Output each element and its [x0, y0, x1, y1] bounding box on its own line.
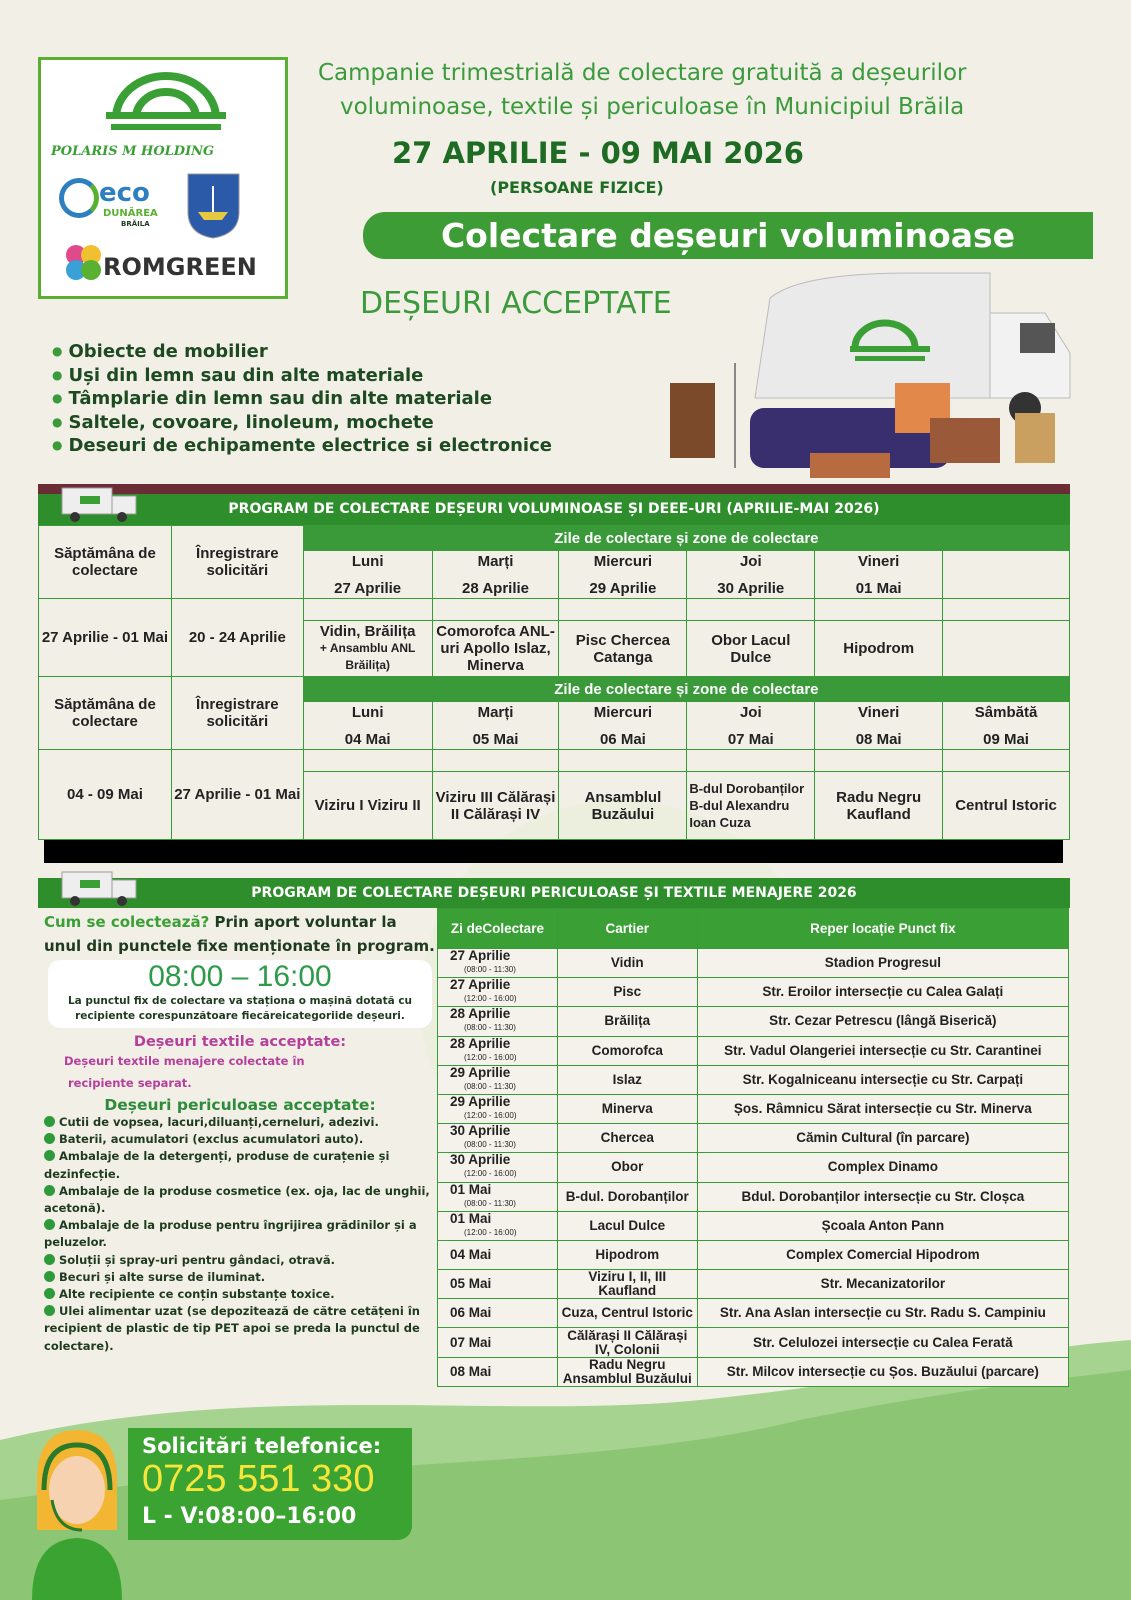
area-cell: Lacul Dulce: [557, 1211, 697, 1240]
area-cell: Minerva: [557, 1094, 697, 1123]
date-cell: 08 Mai: [438, 1357, 558, 1386]
area-cell: Brăilița: [557, 1007, 697, 1036]
col-registration-header: Înregistrare solicitări: [171, 677, 303, 750]
list-item: ● Saltele, covoare, linoleum, mochete: [52, 411, 552, 435]
list-item: ● Uși din lemn sau din alte materiale: [52, 364, 552, 388]
location-cell: Str. Ana Aslan intersecție cu Str. Radu S. Campiniu: [697, 1299, 1068, 1328]
date-cell: 28 Aprilie (12:00 - 16:00): [438, 1036, 558, 1065]
hazardous-schedule-table: [437, 908, 1069, 1387]
zone-cell: [943, 621, 1070, 677]
date-cell: 04 Mai: [438, 1240, 558, 1269]
day-cell: Vineri 01 Mai: [815, 551, 943, 599]
braila-coat-of-arms-icon: [186, 172, 241, 240]
eco-logo-text: eco: [99, 178, 150, 208]
table-row: [438, 1065, 1069, 1094]
accepted-waste-title: DEȘEURI ACCEPTATE: [360, 286, 672, 321]
bulky-waste-banner: Colectare deșeuri voluminoase: [363, 212, 1093, 259]
romgreen-logo-icon: [61, 240, 106, 285]
date-cell: 07 Mai: [438, 1328, 558, 1357]
eco-logo-sub: DUNĂREA: [103, 208, 158, 219]
campaign-title-line1: Campanie trimestrială de colectare gratuită a deșeurilor: [318, 60, 967, 86]
list-item: ● Obiecte de mobilier: [52, 340, 552, 364]
eco-logo-icon: [59, 178, 99, 218]
hazardous-list: [44, 1114, 436, 1355]
hours-box: [48, 960, 432, 1028]
partner-logos: [38, 57, 288, 299]
accepted-bulky-list: [52, 340, 552, 458]
col-week-header: Săptămâna de colectare: [39, 677, 172, 750]
day-cell: Miercuri 29 Aprilie: [559, 551, 687, 599]
table-row: [438, 1094, 1069, 1123]
romgreen-logo-text: ROMGREEN: [103, 253, 257, 281]
call-center-operator-icon: [22, 1420, 132, 1600]
truck-icon: [60, 868, 140, 908]
date-cell: 28 Aprilie (08:00 - 11:30): [438, 1007, 558, 1036]
phone-contact-box: [128, 1428, 412, 1540]
date-cell: 27 Aprilie (08:00 - 11:30): [438, 949, 558, 978]
location-cell: Str. Kogalniceanu intersecție cu Str. Carpați: [697, 1065, 1068, 1094]
date-cell: 06 Mai: [438, 1299, 558, 1328]
bulky-schedule-table: [38, 525, 1070, 840]
day-cell: [943, 551, 1070, 599]
zone-cell: Centrul Istoric: [943, 772, 1070, 840]
location-cell: Șos. Râmnicu Sărat intersecție cu Str. Minerva: [697, 1094, 1068, 1123]
phone-hours: L - V:08:00–16:00: [142, 1504, 357, 1529]
area-cell: Radu Negru Ansamblul Buzăului: [557, 1357, 697, 1386]
table-row: [438, 1357, 1069, 1386]
zone-cell: Viziru III Călărași II Călărași IV: [432, 772, 559, 840]
table-row: [438, 1240, 1069, 1269]
zone-cell: B-dul Dorobanților B-dul Alexandru Ioan Cuza: [687, 772, 815, 840]
col-week-header: Săptămâna de colectare: [39, 526, 172, 599]
bulky-program-header: [38, 494, 1070, 525]
zone-cell: Hipodrom: [815, 621, 943, 677]
date-cell: 30 Aprilie (12:00 - 16:00): [438, 1153, 558, 1182]
date-cell: 30 Aprilie (08:00 - 11:30): [438, 1124, 558, 1153]
textile-line: recipiente separat.: [68, 1076, 192, 1090]
campaign-title-line2: voluminoase, textile și periculoase în Municipiul Brăila: [340, 94, 965, 120]
list-item: ● Deseuri de echipamente electrice si electronice: [52, 434, 552, 458]
phone-label: Solicitări telefonice:: [142, 1434, 382, 1458]
area-cell: Islaz: [557, 1065, 697, 1094]
date-cell: 27 Aprilie (12:00 - 16:00): [438, 978, 558, 1007]
day-cell: Sâmbătă 09 Mai: [943, 702, 1070, 750]
zone-cell: Comorofca ANL-uri Apollo Islaz, Minerva: [432, 621, 559, 677]
list-item: Becuri și alte surse de iluminat.: [44, 1269, 436, 1286]
location-cell: Str. Vadul Olangeriei intersecție cu Str. Carantinei: [697, 1036, 1068, 1065]
location-cell: Stadion Progresul: [697, 949, 1068, 978]
table-row: [438, 1036, 1069, 1065]
location-cell: Str. Cezar Petrescu (lângă Biserică): [697, 1007, 1068, 1036]
date-cell: 29 Aprilie (08:00 - 11:30): [438, 1065, 558, 1094]
day-cell: Luni 27 Aprilie: [303, 551, 432, 599]
truck-icon: [60, 484, 140, 524]
date-cell: 01 Mai (08:00 - 11:30): [438, 1182, 558, 1211]
day-cell: Luni 04 Mai: [303, 702, 432, 750]
week-cell: 04 - 09 Mai: [39, 750, 172, 840]
area-cell: Hipodrom: [557, 1240, 697, 1269]
location-cell: Cămin Cultural (în parcare): [697, 1124, 1068, 1153]
zone-cell: Pisc Chercea Catanga: [559, 621, 687, 677]
col-location-header: Reper locație Punct fix: [697, 909, 1068, 949]
campaign-dates: 27 APRILIE - 09 MAI 2026: [392, 136, 804, 170]
day-cell: Marți 05 Mai: [432, 702, 559, 750]
date-cell: 05 Mai: [438, 1270, 558, 1299]
textile-title: Deșeuri textile acceptate:: [133, 1034, 347, 1050]
area-cell: Obor: [557, 1153, 697, 1182]
zones-header: Zile de colectare și zone de colectare: [303, 526, 1069, 551]
area-cell: Cuza, Centrul Istoric: [557, 1299, 697, 1328]
table-row: [438, 1153, 1069, 1182]
how-collected: Cum se colectează? Prin aport voluntar la unul din punctele fixe menționate în program.: [44, 913, 435, 955]
area-cell: Viziru I, II, III Kaufland: [557, 1270, 697, 1299]
hazardous-program-header: [38, 878, 1070, 908]
polaris-logo-text: POLARIS M HOLDING: [51, 144, 215, 159]
location-cell: Str. Mecanizatorilor: [697, 1270, 1068, 1299]
date-cell: 01 Mai (12:00 - 16:00): [438, 1211, 558, 1240]
list-item: Ambalaje de la produse cosmetice (ex. oja, lac de unghii, acetonă).: [44, 1183, 430, 1216]
registration-cell: 27 Aprilie - 01 Mai: [171, 750, 303, 840]
table-row: [438, 1124, 1069, 1153]
table-row: [438, 1211, 1069, 1240]
zone-cell: Obor Lacul Dulce: [687, 621, 815, 677]
zone-cell: Viziru I Viziru II: [303, 772, 432, 840]
list-item: ● Tâmplarie din lemn sau din alte materiale: [52, 387, 552, 411]
bulky-program-title: PROGRAM DE COLECTARE DEȘEURI VOLUMINOASE ȘI DEEE-URI (APRILIE-MAI 2026): [228, 501, 880, 517]
zones-header: Zile de colectare și zone de colectare: [303, 677, 1069, 702]
table-row: [438, 1299, 1069, 1328]
textile-line: Deșeuri textile menajere colectate în: [64, 1054, 305, 1068]
list-item: Ulei alimentar uzat (se depozitează de către cetățeni în recipient de plastic de tip PET apoi se preda la punctul de colectare).: [44, 1304, 420, 1353]
area-cell: Vidin: [557, 949, 697, 978]
location-cell: Bdul. Dorobanților intersecție cu Str. Cloșca: [697, 1182, 1068, 1211]
list-item: Ambalaje de la detergenți, produse de curațenie și dezinfecție.: [44, 1149, 390, 1181]
area-cell: Călărași II Călărași IV, Colonii: [557, 1328, 697, 1357]
area-cell: Comorofca: [557, 1036, 697, 1065]
day-cell: Joi 30 Aprilie: [687, 551, 815, 599]
day-cell: Miercuri 06 Mai: [559, 702, 687, 750]
registration-cell: 20 - 24 Aprilie: [171, 599, 303, 677]
location-cell: Str. Eroilor intersecție cu Calea Galați: [697, 978, 1068, 1007]
day-cell: Vineri 08 Mai: [815, 702, 943, 750]
zone-cell: Radu Negru Kaufland: [815, 772, 943, 840]
area-cell: Chercea: [557, 1124, 697, 1153]
black-bar: [44, 840, 1063, 863]
audience-label: (PERSOANE FIZICE): [490, 178, 664, 197]
table-row: [438, 1182, 1069, 1211]
list-item: Soluții și spray-uri pentru gândaci, otravă.: [44, 1252, 436, 1269]
list-item: Alte recipiente ce conțin substanțe toxice.: [44, 1286, 436, 1303]
list-item: Baterii, acumulatori (exclus acumulatori auto).: [44, 1131, 436, 1148]
table-row: [438, 1270, 1069, 1299]
location-cell: Str. Milcov intersecție cu Șos. Buzăului (parcare): [697, 1357, 1068, 1386]
hazardous-title: Deșeuri periculoase acceptate:: [104, 1096, 376, 1114]
eco-logo-city: BRĂILA: [121, 220, 150, 228]
location-cell: Complex Comercial Hipodrom: [697, 1240, 1068, 1269]
col-area-header: Cartier: [557, 909, 697, 949]
polaris-logo-icon: [101, 68, 231, 138]
table-row: [438, 978, 1069, 1007]
hazardous-program-title: PROGRAM DE COLECTARE DEȘEURI PERICULOASE ȘI TEXTILE MENAJERE 2026: [251, 885, 857, 901]
col-day-header: Zi deColectare: [438, 909, 558, 949]
day-cell: Marți 28 Aprilie: [432, 551, 559, 599]
location-cell: Str. Celulozei intersecție cu Calea Ferată: [697, 1328, 1068, 1357]
list-item: Cutii de vopsea, lacuri,diluanți,cerneluri, adezivi.: [44, 1114, 436, 1131]
table-row: [438, 1007, 1069, 1036]
location-cell: Școala Anton Pann: [697, 1211, 1068, 1240]
day-cell: Joi 07 Mai: [687, 702, 815, 750]
table-row: [438, 1328, 1069, 1357]
table-row: [438, 949, 1069, 978]
hazardous-info: [44, 910, 436, 1355]
zone-cell: Vidin, Brăilița + Ansamblu ANL Brăilița): [303, 621, 432, 677]
zone-cell: Ansamblul Buzăului: [559, 772, 687, 840]
hours-note: La punctul fix de colectare va staționa o mașină dotată cu recipiente corespunzătoare fiecăreicategoriide deșeuri.: [67, 995, 413, 1022]
date-cell: 29 Aprilie (12:00 - 16:00): [438, 1094, 558, 1123]
location-cell: Complex Dinamo: [697, 1153, 1068, 1182]
phone-number[interactable]: 0725 551 330: [142, 1458, 375, 1500]
collection-hours: 08:00 – 16:00: [148, 960, 332, 993]
area-cell: B-dul. Dorobanților: [557, 1182, 697, 1211]
garbage-truck-furniture-illustration: [660, 268, 1090, 484]
week-cell: 27 Aprilie - 01 Mai: [39, 599, 172, 677]
area-cell: Pisc: [557, 978, 697, 1007]
list-item: Ambalaje de la produse pentru îngrijirea grădinilor și a peluzelor.: [44, 1218, 417, 1250]
col-registration-header: Înregistrare solicitări: [171, 526, 303, 599]
